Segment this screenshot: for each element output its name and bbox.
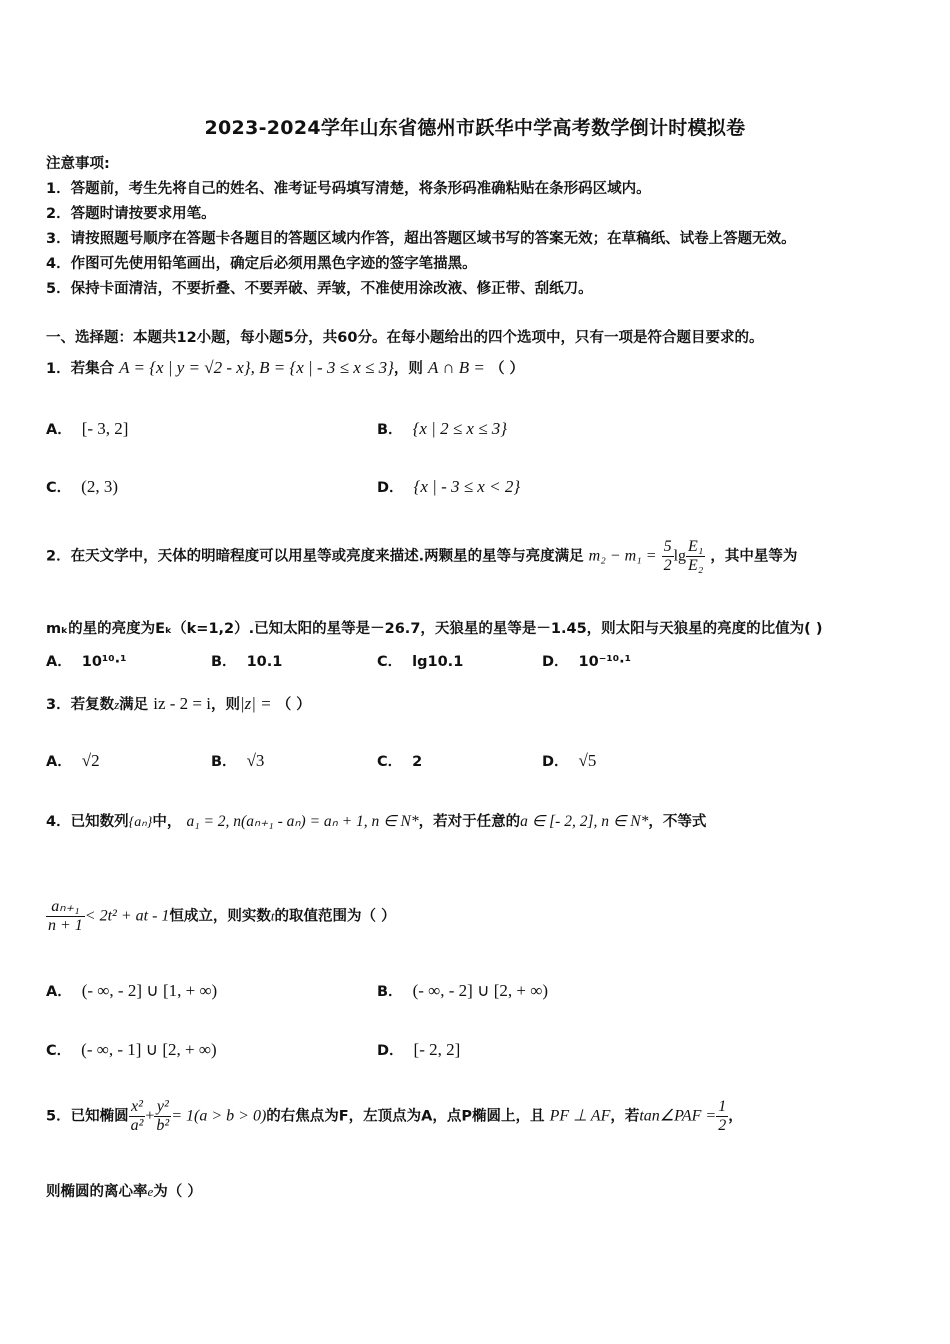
q3-option-c [377,750,422,771]
option-value: 10.1 [246,654,283,670]
option-label: A． [46,754,72,770]
q1-option-b [377,418,507,439]
q2-formula-left: m₂ − m₁ = [588,547,657,565]
fraction-denominator: a² [130,1117,144,1134]
option-value: √2 [81,751,100,770]
q1-post: （ ） [489,361,525,377]
option-value: (- ∞, - 2] ∪ [1, + ∞) [81,981,218,1000]
q2-fraction [662,538,674,575]
q5-prefix: 5．已知椭圆 [46,1108,129,1125]
option-value: lg10.1 [412,654,464,670]
q4-option-b [377,980,548,1001]
q4-post3: 的取值范围为（ ） [274,908,396,925]
q2-option-d [542,650,631,671]
q4-option-c [46,1039,217,1060]
q3-equation: iz - 2 = i [153,694,211,713]
q1-option-d [377,476,520,497]
fraction-denominator: 2 [718,1117,727,1134]
fraction-denominator: n + 1 [48,917,83,934]
option-label: D． [542,754,569,770]
q3-abs: |z| = [239,694,272,713]
option-label: B． [377,422,403,438]
q4-condition: a ∈ [- 2, 2], n ∈ N* [520,813,649,830]
q1-mid: ，则 [393,361,423,377]
q4-post: ，不等式 [648,814,707,830]
option-label: B． [211,754,237,770]
q5-mid: 的右焦点为F，左顶点为A，点P椭圆上，且 [266,1108,545,1125]
q5-e: e [147,1184,154,1199]
question-5 [46,1098,743,1135]
option-label: C． [377,754,403,770]
option-value: (2, 3) [81,477,118,496]
q4-inequality: < 2t² + at - 1 [84,907,170,925]
question-1 [46,357,524,378]
q5-x-fraction [129,1098,146,1135]
option-label: C． [46,1043,72,1059]
section-heading: 一、选择题：本题共12小题，每小题5分，共60分。在每小题给出的四个选项中，只有一项是符合题目要求的。 [46,330,764,346]
option-label: C． [377,654,403,670]
fraction-denominator: E₂ [688,557,704,574]
option-value: (- ∞, - 1] ∪ [2, + ∞) [81,1040,217,1059]
q1-set-a: A = {x | y = √2 - x} [119,358,251,377]
q2-line2: mₖ的星的亮度为Eₖ（k=1,2）.已知太阳的星等是－26.7，天狼星的星等是－1.45，则太阳与天狼星的亮度的比值为( ) [46,621,823,637]
q3-option-b [211,750,264,771]
option-label: C． [46,480,72,496]
fraction-numerator: y² [154,1098,171,1117]
option-label: D． [377,1043,404,1059]
option-label: D． [377,480,404,496]
option-value: 10¹⁰·¹ [81,654,127,670]
q5-half-fraction [716,1098,728,1135]
notice-item-4: 4．作图可先使用铅笔画出，确定后必须用黑色字迹的签字笔描黑。 [46,256,477,272]
q3-prefix: 3．若复数 [46,697,115,713]
option-value: [- 3, 2] [81,419,129,438]
q2-brightness-fraction [686,538,705,575]
option-label: A． [46,984,72,1000]
q4-t: t [270,908,275,924]
option-value: {x | - 3 ≤ x < 2} [413,477,521,496]
notice-item-2: 2．答题时请按要求用笔。 [46,206,216,222]
q4-line2 [46,898,396,935]
q1-expr: A ∩ B = [427,358,485,377]
q3-mid2: ，则 [210,697,240,713]
q5-line2-post: 为（ ） [153,1184,202,1200]
option-label: B． [377,984,403,1000]
fraction-numerator: 1 [718,1098,727,1115]
q5-line2-prefix: 则椭圆的离心率 [46,1184,148,1200]
q3-mid: 满足 [119,697,149,713]
option-value: (- ∞, - 2] ∪ [2, + ∞) [412,981,549,1000]
q5-tan: tan∠PAF = [639,1107,717,1125]
q2-prefix: 2．在天文学中，天体的明暗程度可以用星等或亮度来描述.两颗星的星等与亮度满足 [46,548,584,565]
q1-prefix: 1．若集合 [46,361,115,377]
q5-perp: PF ⊥ AF [549,1107,611,1125]
q4-option-d [377,1039,460,1060]
q4-post2: 恒成立，则实数 [169,908,271,925]
fraction-denominator: b² [156,1117,170,1134]
q5-line2 [46,1180,202,1201]
q4-fraction [46,898,85,935]
question-3 [46,693,311,714]
q2-option-b [211,650,282,671]
option-value: √5 [578,751,597,770]
q4-mid: 中， [152,814,182,830]
notice-item-5: 5．保持卡面清洁，不要折叠、不要弄破、弄皱，不准使用涂改液、修正带、刮纸刀。 [46,281,593,297]
notice-item-3: 3．请按照题号顺序在答题卡各题目的答题区域内作答，超出答题区域书写的答案无效；在草稿纸、试卷上答题无效。 [46,231,796,247]
q5-equation: = 1(a > b > 0) [171,1107,267,1125]
q1-set-b: , B = {x | - 3 ≤ x ≤ 3} [250,358,394,377]
question-2 [46,538,797,575]
question-4 [46,810,706,831]
notice-heading: 注意事项: [46,156,110,172]
fraction-numerator: aₙ₊₁ [46,898,85,917]
q4-prefix: 4．已知数列 [46,814,129,830]
option-value: √3 [246,751,265,770]
option-label: A． [46,422,72,438]
q3-option-d [542,750,596,771]
option-label: D． [542,654,569,670]
q3-post: （ ） [276,697,311,713]
q5-plus: + [145,1107,155,1125]
fraction-denominator: 2 [663,557,672,574]
q2-post: ，其中星等为 [710,548,798,565]
q4-mid2: ，若对于任意的 [418,814,521,830]
q4-option-a [46,980,217,1001]
q5-mid2: ，若 [610,1108,640,1125]
q4-recurrence: a₁ = 2, n(aₙ₊₁ - aₙ) = aₙ + 1, n ∈ N* [186,813,419,830]
q2-lg: lg [673,547,687,565]
notice-item-1: 1．答题前，考生先将自己的姓名、准考证号码填写清楚，将条形码准确粘贴在条形码区域内。 [46,181,651,197]
q5-y-fraction [154,1098,171,1135]
q3-z: z [114,697,120,712]
option-label: A． [46,654,72,670]
option-value: 2 [412,754,423,770]
q5-post: ， [728,1108,743,1125]
q2-option-c [377,650,463,671]
fraction-numerator: E₁ [688,538,704,555]
fraction-numerator: 5 [663,538,672,555]
option-value: 10⁻¹⁰·¹ [578,654,631,670]
q2-option-a [46,650,126,671]
q3-option-a [46,750,100,771]
fraction-numerator: x² [129,1098,146,1117]
q1-option-c [46,476,118,497]
option-label: B． [211,654,237,670]
page-title: 2023-2024学年山东省德州市跃华中学高考数学倒计时模拟卷 [204,117,746,139]
q1-option-a [46,418,128,439]
option-value: {x | 2 ≤ x ≤ 3} [412,419,508,438]
option-value: [- 2, 2] [413,1040,461,1059]
q4-sequence: {aₙ} [128,815,153,830]
